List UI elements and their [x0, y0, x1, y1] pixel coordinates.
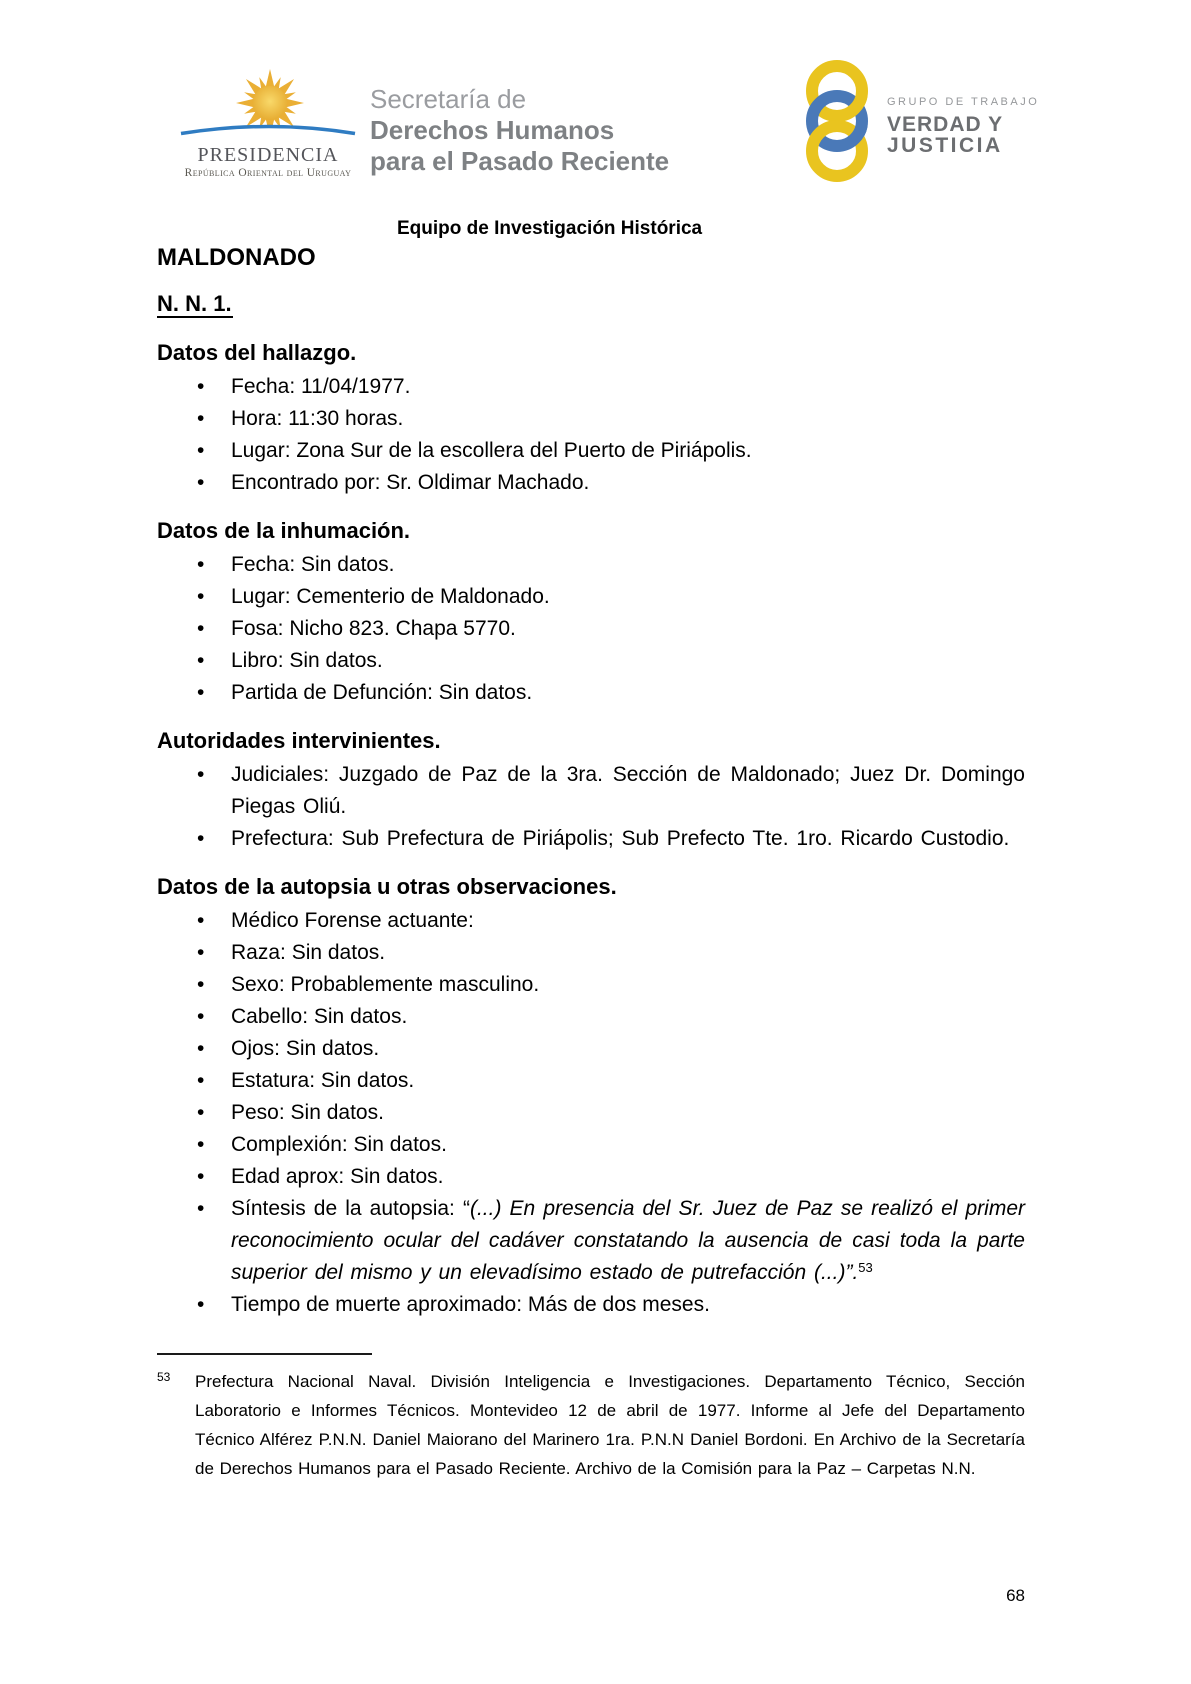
page-header [0, 0, 1191, 185]
list-item: • Raza: Sin datos. [157, 937, 1025, 969]
secretaria-line3: para el Pasado Reciente [370, 146, 670, 176]
verdad-justicia-wordmark [887, 60, 1039, 184]
case-heading [157, 290, 1025, 318]
section-title-autopsia: Datos de la autopsia u otras observaciones. [157, 874, 617, 899]
synthesis-quote: (...) En presencia del Sr. Juez de Paz se realizó el primer reconocimiento ocular del cadáver constatando la ausencia de casi toda la parte superior del mismo y un elevadísimo estado de putrefacción (...)”. [231, 1197, 1025, 1284]
list-item: • Ojos: Sin datos. [157, 1033, 1025, 1065]
list-item: • Complexión: Sin datos. [157, 1129, 1025, 1161]
list-item: • Estatura: Sin datos. [157, 1065, 1025, 1097]
section-title-autoridades: Autoridades intervinientes. [157, 728, 441, 753]
footnote-separator [157, 1353, 372, 1355]
hallazgo-list [157, 371, 1025, 499]
list-item: • Fosa: Nicho 823. Chapa 5770. [157, 613, 1025, 645]
list-item: • Sexo: Probablemente masculino. [157, 969, 1025, 1001]
footnote-reference: 53 [858, 1260, 873, 1275]
section-title-inhumacion: Datos de la inhumación. [157, 518, 411, 543]
page-number: 68 [1006, 1586, 1025, 1605]
justicia-line: JUSTICIA [887, 134, 1003, 157]
list-item: • Fecha: 11/04/1977. [157, 371, 1025, 403]
list-item: • Cabello: Sin datos. [157, 1001, 1025, 1033]
list-item: • Encontrado por: Sr. Oldimar Machado. [157, 467, 1025, 499]
list-item: • Judiciales: Juzgado de Paz de la 3ra. Sección de Maldonado; Juez Dr. Domingo Piegas Oliú. [157, 759, 1025, 823]
section-title-hallazgo: Datos del hallazgo. [157, 340, 357, 365]
verdad-justicia-logo [803, 60, 1039, 184]
list-item: • Fecha: Sin datos. [157, 549, 1025, 581]
region-heading: MALDONADO [157, 244, 316, 271]
document-body [0, 216, 1191, 1483]
footnote-number: 53 [157, 1370, 171, 1384]
list-item: • Médico Forense actuante: [157, 905, 1025, 937]
footnote [157, 1367, 1025, 1483]
team-title: Equipo de Investigación Histórica [397, 218, 703, 239]
list-item: • Lugar: Zona Sur de la escollera del Puerto de Piriápolis. [157, 435, 1025, 467]
secretaria-line1: Secretaría de [370, 84, 527, 114]
list-item: • Lugar: Cementerio de Maldonado. [157, 581, 1025, 613]
case-heading-text: N. N. 1. [157, 291, 232, 316]
verdad-line: VERDAD Y [887, 113, 1004, 136]
inhumacion-list [157, 549, 1025, 709]
list-item: • Tiempo de muerte aproximado: Más de dos meses. [157, 1289, 1025, 1321]
grupo-trabajo-kicker: GRUPO DE TRABAJO [887, 96, 1040, 108]
synthesis-prefix: Síntesis de la autopsia: “ [231, 1197, 470, 1220]
footnote-text: Prefectura Nacional Naval. División Inteligencia e Investigaciones. Departamento Técnico, Sección Laboratorio e Informes Técnicos. Montevideo 12 de abril de 1977. Informe al Jefe del Departamento Técnico Alférez P.N.N. Daniel Maiorano del Marinero 1ra. P.N.N Daniel Bordoni. En Archivo de la Secretaría de Derechos Humanos para el Pasado Reciente. Archivo de la Comisión para la Paz – Carpetas N.N. [195, 1372, 1025, 1478]
secretaria-line2: Derechos Humanos [370, 115, 615, 145]
autoridades-list [157, 759, 1025, 855]
list-item: • Prefectura: Sub Prefectura de Piriápolis; Sub Prefecto Tte. 1ro. Ricardo Custodio. [157, 823, 1025, 855]
list-item: • Hora: 11:30 horas. [157, 403, 1025, 435]
sun-horizon-icon [178, 62, 358, 138]
secretaria-wordmark [370, 84, 669, 177]
presidencia-title: PRESIDENCIA [197, 144, 339, 166]
list-item: • Peso: Sin datos. [157, 1097, 1025, 1129]
list-item: • Edad aprox: Sin datos. [157, 1161, 1025, 1193]
presidencia-logo [178, 62, 358, 180]
interlocked-rings-icon [803, 60, 875, 184]
list-item: • Partida de Defunción: Sin datos. [157, 677, 1025, 709]
autopsy-synthesis-item [157, 1193, 1025, 1289]
list-item: • Libro: Sin datos. [157, 645, 1025, 677]
presidencia-subtitle: República Oriental del Uruguay [184, 167, 352, 179]
autopsia-list [157, 905, 1025, 1321]
